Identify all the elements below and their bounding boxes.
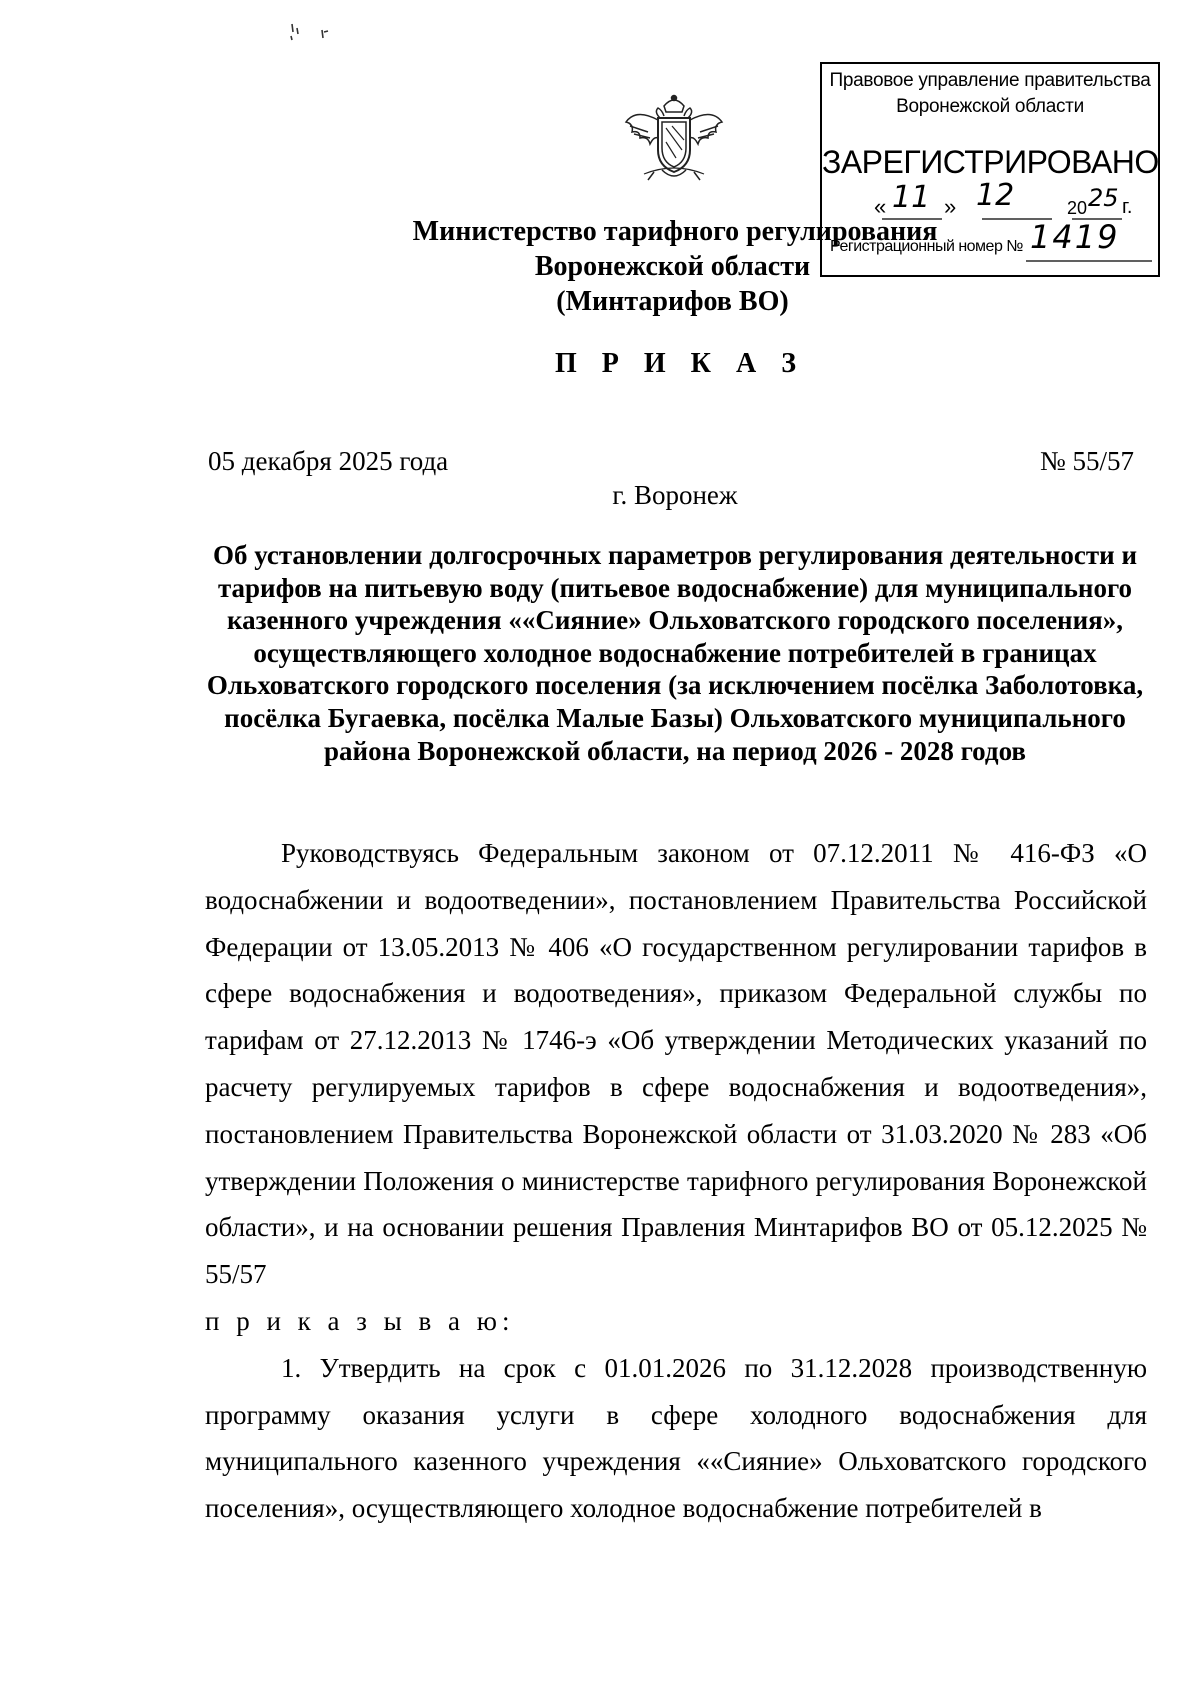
document-date: 05 декабря 2025 года [208,446,449,476]
order-item-1: 1. Утвердить на срок с 01.01.2026 по 31.12.2028 производственную программу оказания услуги в сфере холодного водоснабжения для муниципального казенного учреждения ««Сияние» Ольховатского городского поселения», осуществляющего холодное водоснабжение потребителей в [205,1352,1147,1524]
document-title: Об установлении долгосрочных параметров регулирования деятельности и тарифов на питьевую воду (питьевое водоснабжение) для муниципального казенного учреждения ««Сияние» Ольховатского городского поселения», осуществляющего холодное водоснабжение потребителей в границах Ольховатского городского поселения (за исключением посёлка Заболотовка, посёлка Бугаевка, посёлка Малые Базы) Ольховатского муниципального района Воронежской области, на период 2026 - 2028 годов [206,540,1144,766]
ministry-name: Министерство тарифного регулирования [412,216,938,247]
preamble-paragraph: Руководствуясь Федеральным законом от 07.12.2011 № 416-ФЗ «О водоснабжении и водоотведении», постановлением Правительства Российской Федерации от 13.05.2013 № 406 «О государственном регулировании тарифов в сфере водоснабжения и водоотведения», приказом Федеральной службы по тарифам от 27.12.2013 № 1746-э «Об утверждении Методических указаний по расчету регулируемых тарифов в сфере водоснабжения и водоотведения», постановлением Правительства Воронежской области от 31.03.2020 № 283 «Об утверждении Положения о министерстве тарифного регулирования Воронежской области», и на основании решения Правления Минтарифов ВО от 05.12.2025 № 55/57 [205,838,1147,1290]
document-number: № 55/57 [1040,446,1135,476]
stamp-authority-line: Правовое управление правительства [829,70,1151,91]
stamp-registration-number: 1419 [1030,218,1120,256]
ministry-region: Воронежской области [534,251,811,282]
stamp-registration-label: Регистрационный номер № [830,238,1023,255]
stamp-date-year-suffix: г. [1122,196,1133,218]
stamp-date-month: 12 [976,178,1015,213]
stamp-date-close-quote: » [944,194,957,219]
stamp-region-line: Воронежской области [896,96,1084,117]
stamp-status: ЗАРЕГИСТРИРОВАНО [822,144,1159,180]
stamp-date-year-handwritten: 25 [1088,184,1119,212]
document-body [205,830,1147,1532]
ministry-abbreviation: (Минтарифов ВО) [556,286,789,317]
stamp-date-year-prefix: 20 [1067,198,1088,218]
coat-of-arms-emblem [618,92,730,184]
stamp-date-day: 11 [892,180,931,215]
stamp-date-open-quote: « [874,194,887,219]
order-word: п р и к а з ы в а ю: [205,1305,515,1336]
document-type-heading: П Р И К А З [555,348,805,379]
scan-marks [288,18,348,58]
document-city: г. Воронеж [612,480,738,510]
